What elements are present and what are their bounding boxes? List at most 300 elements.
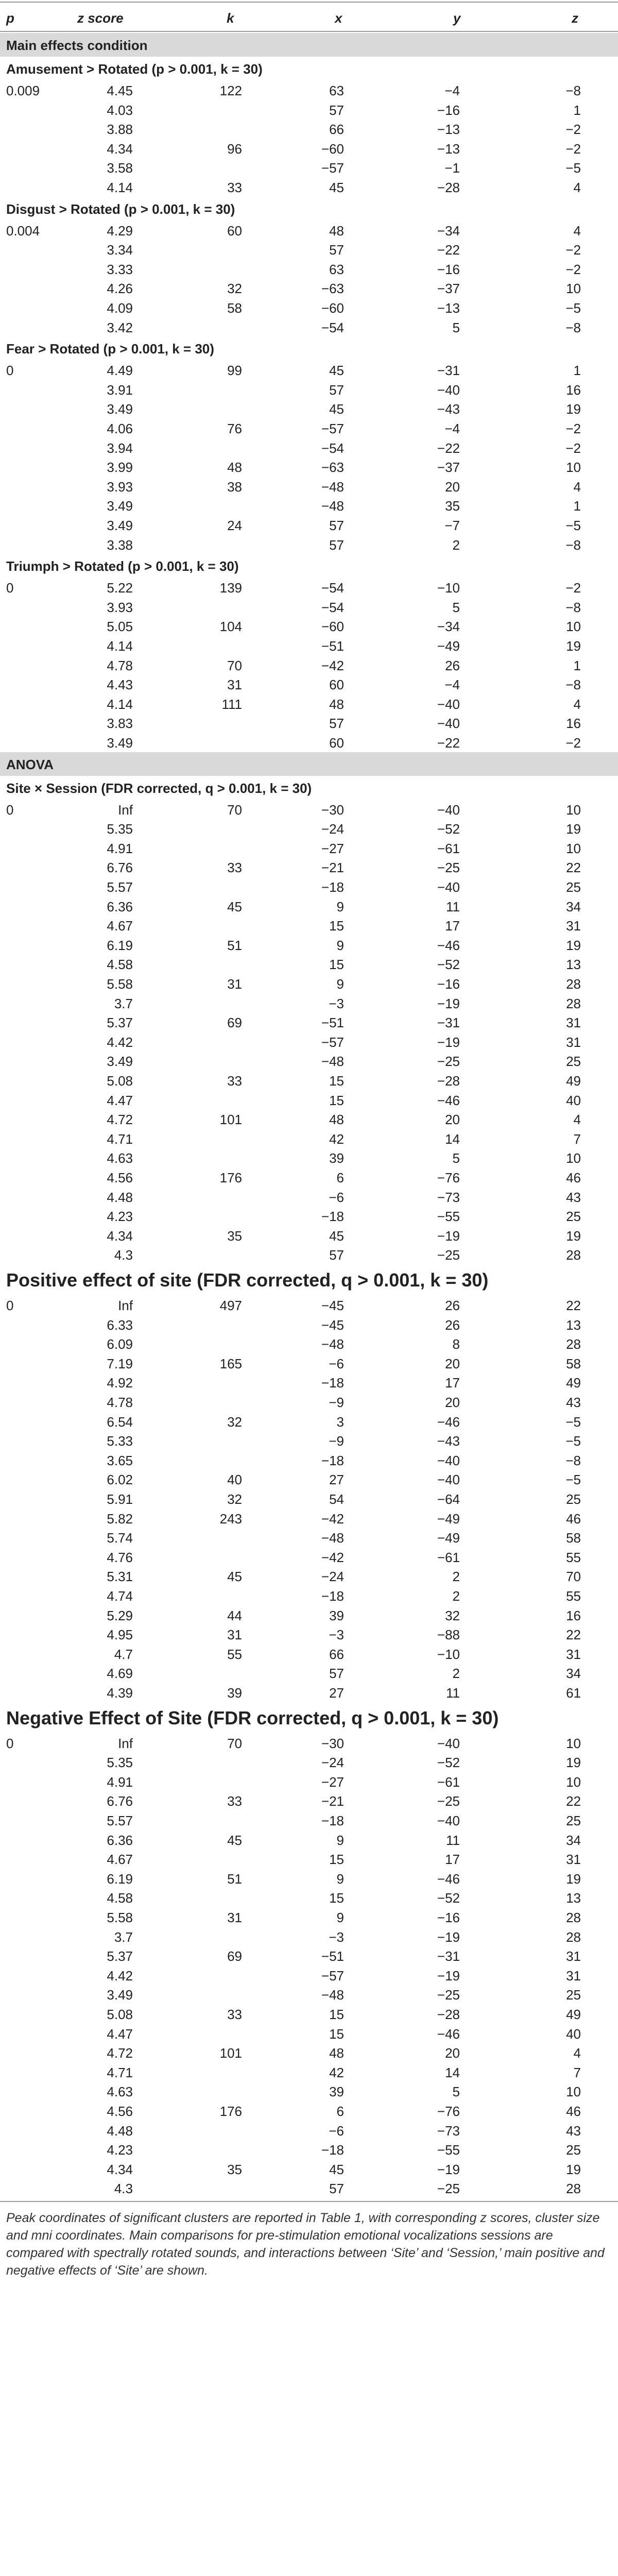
table-row bbox=[0, 1927, 618, 1946]
cell-z-score: 3.65 bbox=[107, 1452, 133, 1468]
table-row bbox=[0, 819, 618, 838]
table-row bbox=[0, 993, 618, 1013]
bottom-rule bbox=[0, 2201, 618, 2202]
cell-z: 10 bbox=[566, 1150, 581, 1166]
cell-x: −57 bbox=[321, 1034, 344, 1050]
cell-z: 19 bbox=[566, 1228, 581, 1244]
cell-k: 70 bbox=[227, 657, 242, 673]
cell-x: 45 bbox=[329, 1228, 344, 1244]
cell-z: −2 bbox=[565, 242, 581, 258]
cell-y: −19 bbox=[437, 1034, 460, 1050]
cell-x: −9 bbox=[329, 1433, 344, 1449]
cell-z: −2 bbox=[565, 735, 581, 751]
cell-z-score: 4.23 bbox=[107, 2142, 133, 2158]
cell-z: 22 bbox=[566, 1627, 581, 1643]
cell-x: −60 bbox=[321, 300, 344, 316]
cell-y: −40 bbox=[437, 1452, 460, 1468]
cell-z: 43 bbox=[566, 1395, 581, 1410]
cell-z: 49 bbox=[566, 2007, 581, 2022]
cell-x: −48 bbox=[321, 1987, 344, 2003]
cell-k: 101 bbox=[219, 1112, 242, 1128]
table-row bbox=[0, 1810, 618, 1830]
table-row bbox=[0, 1547, 618, 1567]
cell-k: 70 bbox=[227, 802, 242, 818]
cell-z: 22 bbox=[566, 1793, 581, 1809]
cell-k: 176 bbox=[219, 2104, 242, 2119]
cell-z-score: 4.14 bbox=[107, 180, 133, 195]
cell-p: 0.009 bbox=[6, 83, 40, 98]
cell-x: −48 bbox=[321, 1530, 344, 1546]
cell-z: −5 bbox=[565, 1472, 581, 1488]
cell-x: 6 bbox=[336, 1170, 344, 1185]
cell-k: 32 bbox=[227, 1414, 242, 1430]
cell-z: 28 bbox=[566, 1929, 581, 1945]
cell-z-score: 6.33 bbox=[107, 1317, 133, 1333]
cell-x: −54 bbox=[321, 319, 344, 335]
cell-z: 13 bbox=[566, 1317, 581, 1333]
cell-x: 57 bbox=[329, 2181, 344, 2197]
cell-z-score: 4.49 bbox=[107, 363, 133, 379]
cell-k: 39 bbox=[227, 1685, 242, 1701]
cell-k: 101 bbox=[219, 2045, 242, 2061]
table-row bbox=[0, 221, 618, 240]
cell-z-score: 3.93 bbox=[107, 599, 133, 615]
cell-y: −31 bbox=[437, 1015, 460, 1031]
cell-z-score: 3.99 bbox=[107, 460, 133, 476]
cell-x: 9 bbox=[336, 899, 344, 914]
cell-k: 497 bbox=[219, 1298, 242, 1313]
cell-k: 104 bbox=[219, 619, 242, 635]
cell-x: 48 bbox=[329, 1112, 344, 1128]
cell-x: −30 bbox=[321, 1735, 344, 1751]
table-row bbox=[0, 597, 618, 617]
cell-y: −61 bbox=[437, 1774, 460, 1790]
cell-z-score: 5.58 bbox=[107, 1910, 133, 1925]
cell-y: −4 bbox=[444, 421, 460, 436]
cell-x: 57 bbox=[329, 518, 344, 533]
cell-z: 34 bbox=[566, 1832, 581, 1848]
cell-z-score: 4.78 bbox=[107, 1395, 133, 1410]
header-x: x bbox=[335, 10, 342, 26]
cell-x: 48 bbox=[329, 223, 344, 239]
cell-y: −37 bbox=[437, 281, 460, 297]
table-row bbox=[0, 1353, 618, 1373]
cell-y: 26 bbox=[445, 657, 460, 673]
cell-x: −57 bbox=[321, 421, 344, 436]
cell-z-score: 4.48 bbox=[107, 1189, 133, 1205]
cell-z: 19 bbox=[566, 821, 581, 837]
table-row bbox=[0, 1051, 618, 1071]
cell-p: 0.004 bbox=[6, 223, 40, 239]
contrast-heading-label: Fear > Rotated (p > 0.001, k = 30) bbox=[6, 341, 214, 357]
cell-y: −25 bbox=[437, 1247, 460, 1263]
cell-k: 176 bbox=[219, 1170, 242, 1185]
cell-z-score: 4.14 bbox=[107, 696, 133, 712]
cell-z: 34 bbox=[566, 899, 581, 914]
section-heading bbox=[0, 33, 618, 57]
table-row bbox=[0, 2081, 618, 2101]
cell-k: 35 bbox=[227, 1228, 242, 1244]
cell-z-score: 5.37 bbox=[107, 1015, 133, 1031]
cell-z: 25 bbox=[566, 1209, 581, 1225]
cell-z-score: 5.74 bbox=[107, 1530, 133, 1546]
cell-x: −45 bbox=[321, 1298, 344, 1313]
cell-z-score: 5.37 bbox=[107, 1948, 133, 1964]
cell-z: 28 bbox=[566, 995, 581, 1011]
cell-x: 39 bbox=[329, 1150, 344, 1166]
table-row bbox=[0, 1985, 618, 2004]
cell-p: 0 bbox=[6, 1735, 14, 1751]
cell-z-score: Inf bbox=[118, 1735, 133, 1751]
cell-z-score: 4.78 bbox=[107, 657, 133, 673]
cell-z: −8 bbox=[565, 537, 581, 553]
cell-z-score: 4.29 bbox=[107, 223, 133, 239]
table-row bbox=[0, 2121, 618, 2140]
cell-y: 2 bbox=[452, 1569, 460, 1585]
table-row bbox=[0, 158, 618, 177]
cell-z-score: 4.42 bbox=[107, 1034, 133, 1050]
cell-z: 4 bbox=[573, 223, 581, 239]
cell-x: −3 bbox=[329, 1627, 344, 1643]
cell-z: −5 bbox=[565, 160, 581, 176]
table-row bbox=[0, 1489, 618, 1509]
cell-y: −40 bbox=[437, 696, 460, 712]
cell-z-score: 4.45 bbox=[107, 83, 133, 98]
table-row bbox=[0, 2101, 618, 2121]
contrast-heading bbox=[0, 197, 618, 221]
cell-z-score: 3.49 bbox=[107, 1987, 133, 2003]
cell-y: −40 bbox=[437, 716, 460, 732]
cell-x: 9 bbox=[336, 1910, 344, 1925]
cell-z-score: 5.35 bbox=[107, 821, 133, 837]
cell-z-score: 3.49 bbox=[107, 735, 133, 751]
table-row bbox=[0, 1566, 618, 1586]
cell-z: −8 bbox=[565, 83, 581, 98]
table-row bbox=[0, 240, 618, 259]
cell-z-score: 6.36 bbox=[107, 899, 133, 914]
cell-z: 10 bbox=[566, 281, 581, 297]
cell-y: −7 bbox=[444, 518, 460, 533]
cell-y: −22 bbox=[437, 440, 460, 456]
table-row bbox=[0, 2024, 618, 2043]
cell-z: 31 bbox=[566, 1646, 581, 1662]
cell-y: 14 bbox=[445, 1131, 460, 1147]
cell-y: −25 bbox=[437, 1793, 460, 1809]
cell-z: −2 bbox=[565, 141, 581, 157]
cell-z: 10 bbox=[566, 619, 581, 635]
cell-k: 31 bbox=[227, 1910, 242, 1925]
cell-z: 13 bbox=[566, 1890, 581, 1906]
table-row bbox=[0, 1752, 618, 1772]
cell-z-score: 4.09 bbox=[107, 300, 133, 316]
contrast-heading bbox=[0, 336, 618, 360]
cell-y: 2 bbox=[452, 537, 460, 553]
cell-z: 55 bbox=[566, 1549, 581, 1565]
table-row bbox=[0, 1090, 618, 1110]
cell-k: 32 bbox=[227, 1492, 242, 1507]
cell-x: 57 bbox=[329, 1666, 344, 1682]
table-row bbox=[0, 1431, 618, 1450]
cell-z: 1 bbox=[573, 102, 581, 118]
section-heading-label: ANOVA bbox=[6, 756, 54, 772]
table-row bbox=[0, 1772, 618, 1791]
cell-x: −18 bbox=[321, 1209, 344, 1225]
cell-z-score: 4.23 bbox=[107, 1209, 133, 1225]
cell-z: 31 bbox=[566, 1852, 581, 1868]
cell-x: −9 bbox=[329, 1395, 344, 1410]
cell-k: 31 bbox=[227, 1627, 242, 1643]
cell-z-score: 4.67 bbox=[107, 1852, 133, 1868]
cell-z: 19 bbox=[566, 638, 581, 654]
cell-z: 16 bbox=[566, 716, 581, 732]
cell-y: −40 bbox=[437, 1813, 460, 1828]
top-rule bbox=[0, 2, 618, 3]
cell-z: −8 bbox=[565, 319, 581, 335]
cell-y: 20 bbox=[445, 2045, 460, 2061]
cell-y: 17 bbox=[445, 1375, 460, 1391]
cell-x: 27 bbox=[329, 1685, 344, 1701]
cell-y: 35 bbox=[445, 498, 460, 514]
cell-z-score: 5.08 bbox=[107, 1073, 133, 1089]
cell-z-score: 5.29 bbox=[107, 1607, 133, 1623]
cell-x: 15 bbox=[329, 2007, 344, 2022]
cell-y: −49 bbox=[437, 638, 460, 654]
cell-z-score: 4.69 bbox=[107, 1666, 133, 1682]
cell-y: −19 bbox=[437, 2161, 460, 2177]
cell-z-score: 4.63 bbox=[107, 1150, 133, 1166]
cell-k: 32 bbox=[227, 281, 242, 297]
cell-z: −2 bbox=[565, 580, 581, 596]
cell-k: 51 bbox=[227, 1871, 242, 1887]
cell-k: 51 bbox=[227, 937, 242, 953]
cell-z: 1 bbox=[573, 363, 581, 379]
cell-k: 24 bbox=[227, 518, 242, 533]
contrast-heading-label: Positive effect of site (FDR corrected, q > 0.001, k = 30) bbox=[6, 1269, 489, 1291]
cell-z-score: 3.83 bbox=[107, 716, 133, 732]
cell-z-score: 4.67 bbox=[107, 918, 133, 934]
table-row bbox=[0, 1129, 618, 1148]
cell-x: 48 bbox=[329, 696, 344, 712]
cell-x: 27 bbox=[329, 1472, 344, 1488]
cell-x: −6 bbox=[329, 1355, 344, 1371]
cell-x: 57 bbox=[329, 242, 344, 258]
cell-z-score: 6.19 bbox=[107, 937, 133, 953]
table-row bbox=[0, 1412, 618, 1431]
table-row bbox=[0, 800, 618, 819]
cell-x: 66 bbox=[329, 1646, 344, 1662]
cell-z-score: 3.33 bbox=[107, 261, 133, 277]
table-row bbox=[0, 259, 618, 279]
cell-y: −73 bbox=[437, 1189, 460, 1205]
cell-z: −8 bbox=[565, 1452, 581, 1468]
cell-y: 17 bbox=[445, 1852, 460, 1868]
cell-k: 165 bbox=[219, 1355, 242, 1371]
cell-y: −13 bbox=[437, 122, 460, 138]
cell-y: 2 bbox=[452, 1666, 460, 1682]
cell-z: 61 bbox=[566, 1685, 581, 1701]
cell-y: −49 bbox=[437, 1511, 460, 1527]
cell-x: −57 bbox=[321, 160, 344, 176]
cell-y: 20 bbox=[445, 1395, 460, 1410]
cell-x: 63 bbox=[329, 83, 344, 98]
cell-y: −88 bbox=[437, 1627, 460, 1643]
table-row bbox=[0, 1109, 618, 1129]
cell-k: 45 bbox=[227, 1832, 242, 1848]
cell-k: 33 bbox=[227, 1073, 242, 1089]
cell-y: −28 bbox=[437, 180, 460, 195]
cell-x: 57 bbox=[329, 1247, 344, 1263]
table-row bbox=[0, 1226, 618, 1245]
cell-z-score: 4.56 bbox=[107, 1170, 133, 1185]
table-row bbox=[0, 974, 618, 993]
cell-x: −57 bbox=[321, 1968, 344, 1984]
cell-y: −22 bbox=[437, 735, 460, 751]
cell-z: 16 bbox=[566, 382, 581, 398]
cell-y: 11 bbox=[446, 1832, 460, 1848]
table-row bbox=[0, 477, 618, 496]
table-row bbox=[0, 1528, 618, 1547]
table-row bbox=[0, 857, 618, 877]
cell-k: 139 bbox=[219, 580, 242, 596]
table-row bbox=[0, 1830, 618, 1850]
cell-x: −63 bbox=[321, 460, 344, 476]
cell-x: −3 bbox=[329, 995, 344, 1011]
cell-y: −25 bbox=[437, 1054, 460, 1070]
cell-x: −18 bbox=[321, 879, 344, 895]
cell-z-score: 4.72 bbox=[107, 1112, 133, 1128]
cell-z: −5 bbox=[565, 1433, 581, 1449]
cell-z: 4 bbox=[573, 2045, 581, 2061]
table-row bbox=[0, 535, 618, 554]
table-row bbox=[0, 636, 618, 655]
cell-k: 55 bbox=[227, 1646, 242, 1662]
cell-z: 43 bbox=[566, 2123, 581, 2139]
cell-y: −10 bbox=[437, 1646, 460, 1662]
table-row bbox=[0, 954, 618, 974]
table-row bbox=[0, 1965, 618, 1985]
table-row bbox=[0, 2004, 618, 2024]
cell-z: 1 bbox=[573, 498, 581, 514]
cell-z: 31 bbox=[566, 1968, 581, 1984]
cell-x: 9 bbox=[336, 937, 344, 953]
cell-p: 0 bbox=[6, 802, 14, 818]
cell-z: 19 bbox=[566, 937, 581, 953]
cell-z-score: 6.09 bbox=[107, 1336, 133, 1352]
cell-k: 48 bbox=[227, 460, 242, 476]
cell-x: −42 bbox=[321, 1549, 344, 1565]
cell-x: −21 bbox=[321, 860, 344, 876]
cell-y: −31 bbox=[437, 1948, 460, 1964]
cell-k: 33 bbox=[227, 1793, 242, 1809]
table-row bbox=[0, 1644, 618, 1664]
cell-y: −46 bbox=[437, 1414, 460, 1430]
cell-z: 46 bbox=[566, 2104, 581, 2119]
cell-z: 55 bbox=[566, 1588, 581, 1604]
cell-z: 49 bbox=[566, 1073, 581, 1089]
cell-z-score: 4.48 bbox=[107, 2123, 133, 2139]
contrast-heading-label: Triumph > Rotated (p > 0.001, k = 30) bbox=[6, 558, 239, 574]
cell-z-score: 4.43 bbox=[107, 677, 133, 693]
cell-x: −24 bbox=[321, 1755, 344, 1771]
cell-x: 54 bbox=[329, 1492, 344, 1507]
header-rule bbox=[0, 31, 618, 32]
cell-x: −45 bbox=[321, 1317, 344, 1333]
cell-x: 15 bbox=[329, 2026, 344, 2042]
cell-z: 13 bbox=[566, 957, 581, 973]
cell-z-score: 5.08 bbox=[107, 2007, 133, 2022]
table-row bbox=[0, 655, 618, 675]
cell-z: −2 bbox=[565, 261, 581, 277]
cell-x: 9 bbox=[336, 1832, 344, 1848]
cell-z-score: 4.76 bbox=[107, 1549, 133, 1565]
cell-z: 22 bbox=[566, 860, 581, 876]
cell-z: 16 bbox=[566, 1607, 581, 1623]
cell-z: 49 bbox=[566, 1375, 581, 1391]
cell-y: −52 bbox=[437, 821, 460, 837]
cell-z: 10 bbox=[566, 840, 581, 856]
cell-k: 33 bbox=[227, 2007, 242, 2022]
cell-y: −46 bbox=[437, 937, 460, 953]
cell-y: 14 bbox=[445, 2064, 460, 2080]
table-row bbox=[0, 438, 618, 457]
cell-z-score: 4.3 bbox=[114, 1247, 133, 1263]
cell-x: −18 bbox=[321, 1452, 344, 1468]
cell-z-score: 4.58 bbox=[107, 1890, 133, 1906]
table-row bbox=[0, 1624, 618, 1644]
cell-z-score: 3.49 bbox=[107, 518, 133, 533]
cell-x: 15 bbox=[329, 1852, 344, 1868]
table-row bbox=[0, 616, 618, 636]
cell-k: 99 bbox=[227, 363, 242, 379]
cell-y: 20 bbox=[445, 479, 460, 495]
cell-z: 28 bbox=[566, 2181, 581, 2197]
cell-y: −10 bbox=[437, 580, 460, 596]
table-row bbox=[0, 1032, 618, 1052]
cell-x: 57 bbox=[329, 537, 344, 553]
cell-z-score: 3.34 bbox=[107, 242, 133, 258]
cell-y: −76 bbox=[437, 2104, 460, 2119]
cell-z-score: 4.7 bbox=[114, 1646, 133, 1662]
cell-z-score: 3.49 bbox=[107, 1054, 133, 1070]
cell-k: 122 bbox=[219, 83, 242, 98]
table-row bbox=[0, 578, 618, 597]
cell-z: 10 bbox=[566, 2084, 581, 2100]
cell-y: −61 bbox=[437, 1549, 460, 1565]
cell-x: 45 bbox=[329, 180, 344, 195]
cell-z-score: 4.92 bbox=[107, 1375, 133, 1391]
table-row bbox=[0, 1849, 618, 1869]
cell-x: −6 bbox=[329, 2123, 344, 2139]
cell-x: −3 bbox=[329, 1929, 344, 1945]
cell-x: 15 bbox=[329, 957, 344, 973]
cell-k: 31 bbox=[227, 677, 242, 693]
cell-z-score: 4.91 bbox=[107, 1774, 133, 1790]
cell-z: 28 bbox=[566, 1910, 581, 1925]
cell-z-score: 3.91 bbox=[107, 382, 133, 398]
cell-x: −60 bbox=[321, 141, 344, 157]
table-row bbox=[0, 1071, 618, 1090]
cell-z-score: 5.58 bbox=[107, 976, 133, 992]
cell-z-score: 3.88 bbox=[107, 122, 133, 138]
cell-z-score: Inf bbox=[118, 802, 133, 818]
cell-x: −18 bbox=[321, 1813, 344, 1828]
cell-x: −51 bbox=[321, 1015, 344, 1031]
cell-y: −40 bbox=[437, 382, 460, 398]
contrast-heading-label: Amusement > Rotated (p > 0.001, k = 30) bbox=[6, 61, 263, 77]
cell-z-score: 4.47 bbox=[107, 2026, 133, 2042]
cell-x: −27 bbox=[321, 1774, 344, 1790]
cell-x: −21 bbox=[321, 1793, 344, 1809]
